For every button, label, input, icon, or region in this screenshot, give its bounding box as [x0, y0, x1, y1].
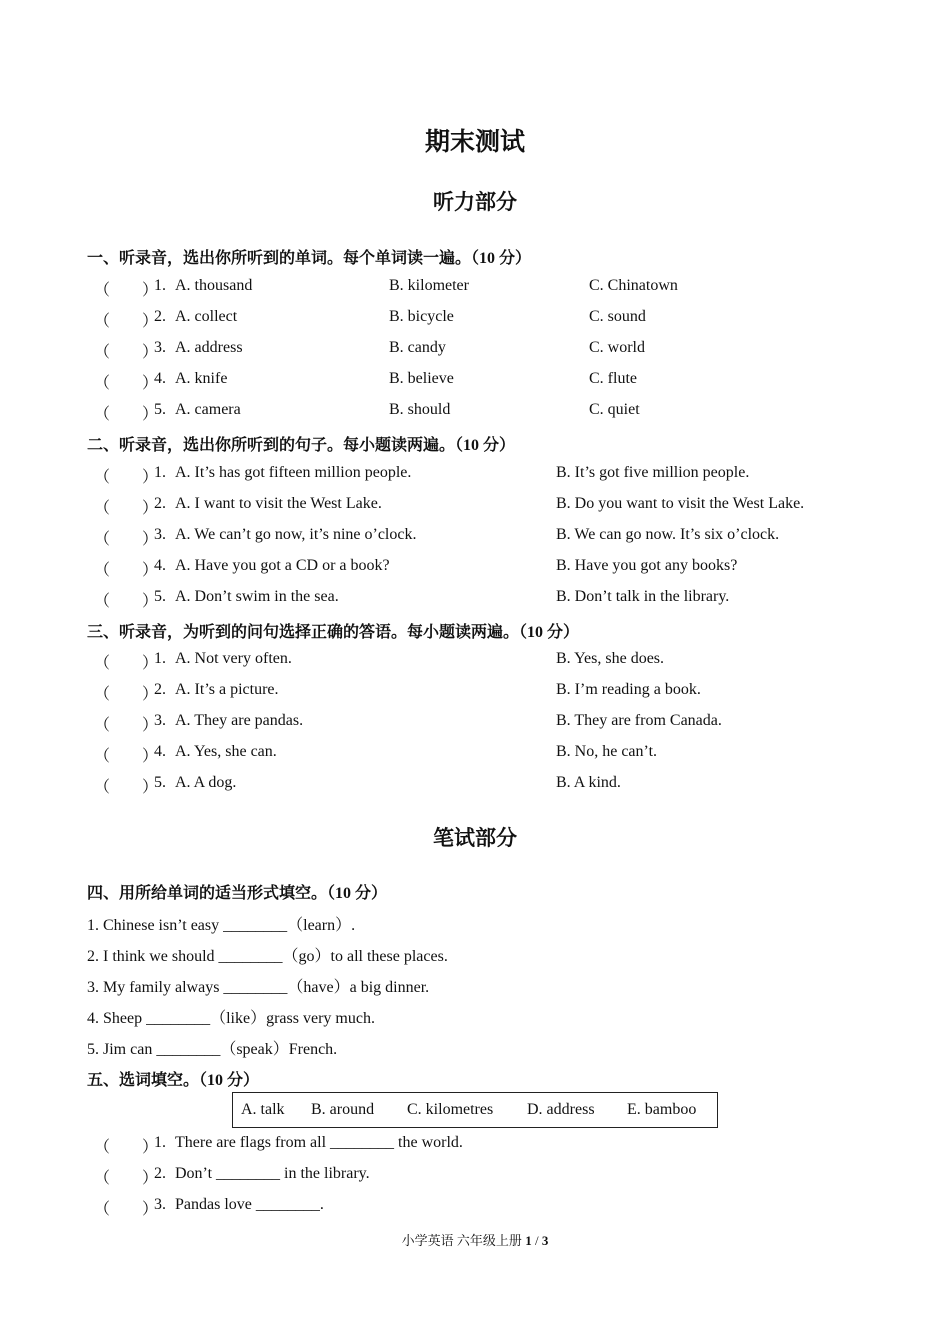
question-row — [0, 650, 950, 674]
option-a: A. Have you got a CD or a book? — [175, 557, 390, 574]
option-c: C. Chinatown — [589, 277, 678, 294]
question-row — [0, 588, 950, 612]
word-bank-item: D. address — [527, 1101, 595, 1118]
option-a: A. A dog. — [175, 774, 237, 791]
option-a: A. I want to visit the West Lake. — [175, 495, 382, 512]
fill-in-item: 4. Sheep ________（like）grass very much. — [87, 1010, 375, 1027]
word-bank-item: E. bamboo — [627, 1101, 697, 1118]
question-number: 2. — [154, 1165, 166, 1182]
page-number: 1 — [525, 1233, 532, 1248]
section-2-heading: 二、听录音，选出你所听到的句子。每小题读两遍。（10 分） — [87, 437, 516, 454]
answer-blank: （ ） — [94, 779, 159, 796]
option-b: B. believe — [389, 370, 454, 387]
answer-blank: （ ） — [94, 717, 159, 734]
option-a: A. thousand — [175, 277, 253, 294]
answer-blank: （ ） — [94, 686, 159, 703]
option-a: A. collect — [175, 308, 238, 325]
answer-blank: （ ） — [94, 1139, 159, 1156]
question-row — [0, 712, 950, 736]
question-row — [0, 526, 950, 550]
option-c: C. flute — [589, 370, 637, 387]
question-number: 4. — [154, 370, 166, 387]
answer-blank: （ ） — [94, 655, 159, 672]
option-a: A. It’s has got fifteen million people. — [175, 464, 412, 481]
question-text: Pandas love ________. — [175, 1196, 324, 1213]
question-row — [0, 495, 950, 519]
fill-in-item: 3. My family always ________（have）a big dinner. — [87, 979, 430, 996]
option-b: B. kilometer — [389, 277, 469, 294]
fill-in-item: 1. Chinese isn’t easy ________（learn）. — [87, 917, 356, 934]
option-a: A. knife — [175, 370, 228, 387]
option-a: A. Yes, she can. — [175, 743, 277, 760]
question-number: 3. — [154, 1196, 166, 1213]
option-b: B. They are from Canada. — [556, 712, 722, 729]
question-row — [0, 743, 950, 767]
question-row — [0, 277, 950, 301]
section-4-heading: 四、用所给单词的适当形式填空。（10 分） — [87, 885, 388, 902]
fill-in-item: 2. I think we should ________（go）to all these places. — [87, 948, 448, 965]
question-text: Don’t ________ in the library. — [175, 1165, 370, 1182]
option-a: A. camera — [175, 401, 241, 418]
question-number: 4. — [154, 557, 166, 574]
question-row — [0, 464, 950, 488]
question-number: 2. — [154, 308, 166, 325]
option-b: B. Don’t talk in the library. — [556, 588, 730, 605]
answer-blank: （ ） — [94, 375, 159, 392]
question-row — [0, 370, 950, 394]
question-number: 5. — [154, 401, 166, 418]
answer-blank: （ ） — [94, 531, 159, 548]
page-footer — [0, 1230, 950, 1249]
option-b: B. Yes, she does. — [556, 650, 665, 667]
option-b: B. A kind. — [556, 774, 621, 791]
question-row — [0, 1165, 950, 1189]
option-b: B. I’m reading a book. — [556, 681, 701, 698]
option-c: C. sound — [589, 308, 646, 325]
answer-blank: （ ） — [94, 406, 159, 423]
question-number: 3. — [154, 526, 166, 543]
page-total: 3 — [541, 1233, 549, 1248]
question-number: 1. — [154, 464, 166, 481]
exam-title: 期末测试 — [424, 129, 525, 156]
question-number: 2. — [154, 495, 166, 512]
answer-blank: （ ） — [94, 313, 159, 330]
answer-blank: （ ） — [94, 500, 159, 517]
listening-heading: 听力部分 — [433, 190, 517, 214]
option-b: B. Do you want to visit the West Lake. — [556, 495, 805, 512]
section-1-heading: 一、听录音，选出你所听到的单词。每个单词读一遍。（10 分） — [87, 250, 532, 267]
footer-label: 小学英语 六年级上册 — [401, 1233, 526, 1248]
option-a: A. Not very often. — [175, 650, 292, 667]
question-row — [0, 308, 950, 332]
question-number: 4. — [154, 743, 166, 760]
option-c: C. world — [589, 339, 645, 356]
section-3-heading: 三、听录音，为听到的问句选择正确的答语。每小题读两遍。（10 分） — [87, 624, 580, 641]
option-b: B. Have you got any books? — [556, 557, 738, 574]
question-number: 3. — [154, 339, 166, 356]
option-b: B. It’s got five million people. — [556, 464, 750, 481]
answer-blank: （ ） — [94, 562, 159, 579]
answer-blank: （ ） — [94, 1170, 159, 1187]
question-text: There are flags from all ________ the world. — [175, 1134, 463, 1151]
option-a: A. They are pandas. — [175, 712, 304, 729]
option-a: A. It’s a picture. — [175, 681, 279, 698]
question-row — [0, 339, 950, 363]
option-a: A. We can’t go now, it’s nine o’clock. — [175, 526, 417, 543]
option-b: B. No, he can’t. — [556, 743, 658, 760]
question-row — [0, 401, 950, 425]
question-number: 1. — [154, 277, 166, 294]
option-a: A. Don’t swim in the sea. — [175, 588, 339, 605]
word-bank-item: B. around — [311, 1101, 375, 1118]
question-number: 3. — [154, 712, 166, 729]
answer-blank: （ ） — [94, 593, 159, 610]
answer-blank: （ ） — [94, 344, 159, 361]
word-bank-item: A. talk — [241, 1101, 285, 1118]
question-row — [0, 1196, 950, 1220]
question-row — [0, 774, 950, 798]
answer-blank: （ ） — [94, 282, 159, 299]
answer-blank: （ ） — [94, 748, 159, 765]
option-b: B. candy — [389, 339, 446, 356]
word-bank-item: C. kilometres — [407, 1101, 494, 1118]
answer-blank: （ ） — [94, 1201, 159, 1218]
option-b: B. We can go now. It’s six o’clock. — [556, 526, 780, 543]
question-row — [0, 681, 950, 705]
option-b: B. should — [389, 401, 451, 418]
option-c: C. quiet — [589, 401, 640, 418]
section-5-heading: 五、选词填空。（10 分） — [87, 1072, 260, 1089]
answer-blank: （ ） — [94, 469, 159, 486]
question-row — [0, 1134, 950, 1158]
option-a: A. address — [175, 339, 243, 356]
writing-heading: 笔试部分 — [433, 826, 517, 850]
fill-in-item: 5. Jim can ________（speak）French. — [87, 1041, 338, 1058]
question-row — [0, 557, 950, 581]
word-bank-box — [232, 1092, 718, 1128]
question-number: 1. — [154, 650, 166, 667]
question-number: 5. — [154, 588, 166, 605]
question-number: 5. — [154, 774, 166, 791]
question-number: 1. — [154, 1134, 166, 1151]
page-separator: / — [531, 1233, 542, 1248]
question-number: 2. — [154, 681, 166, 698]
option-b: B. bicycle — [389, 308, 454, 325]
